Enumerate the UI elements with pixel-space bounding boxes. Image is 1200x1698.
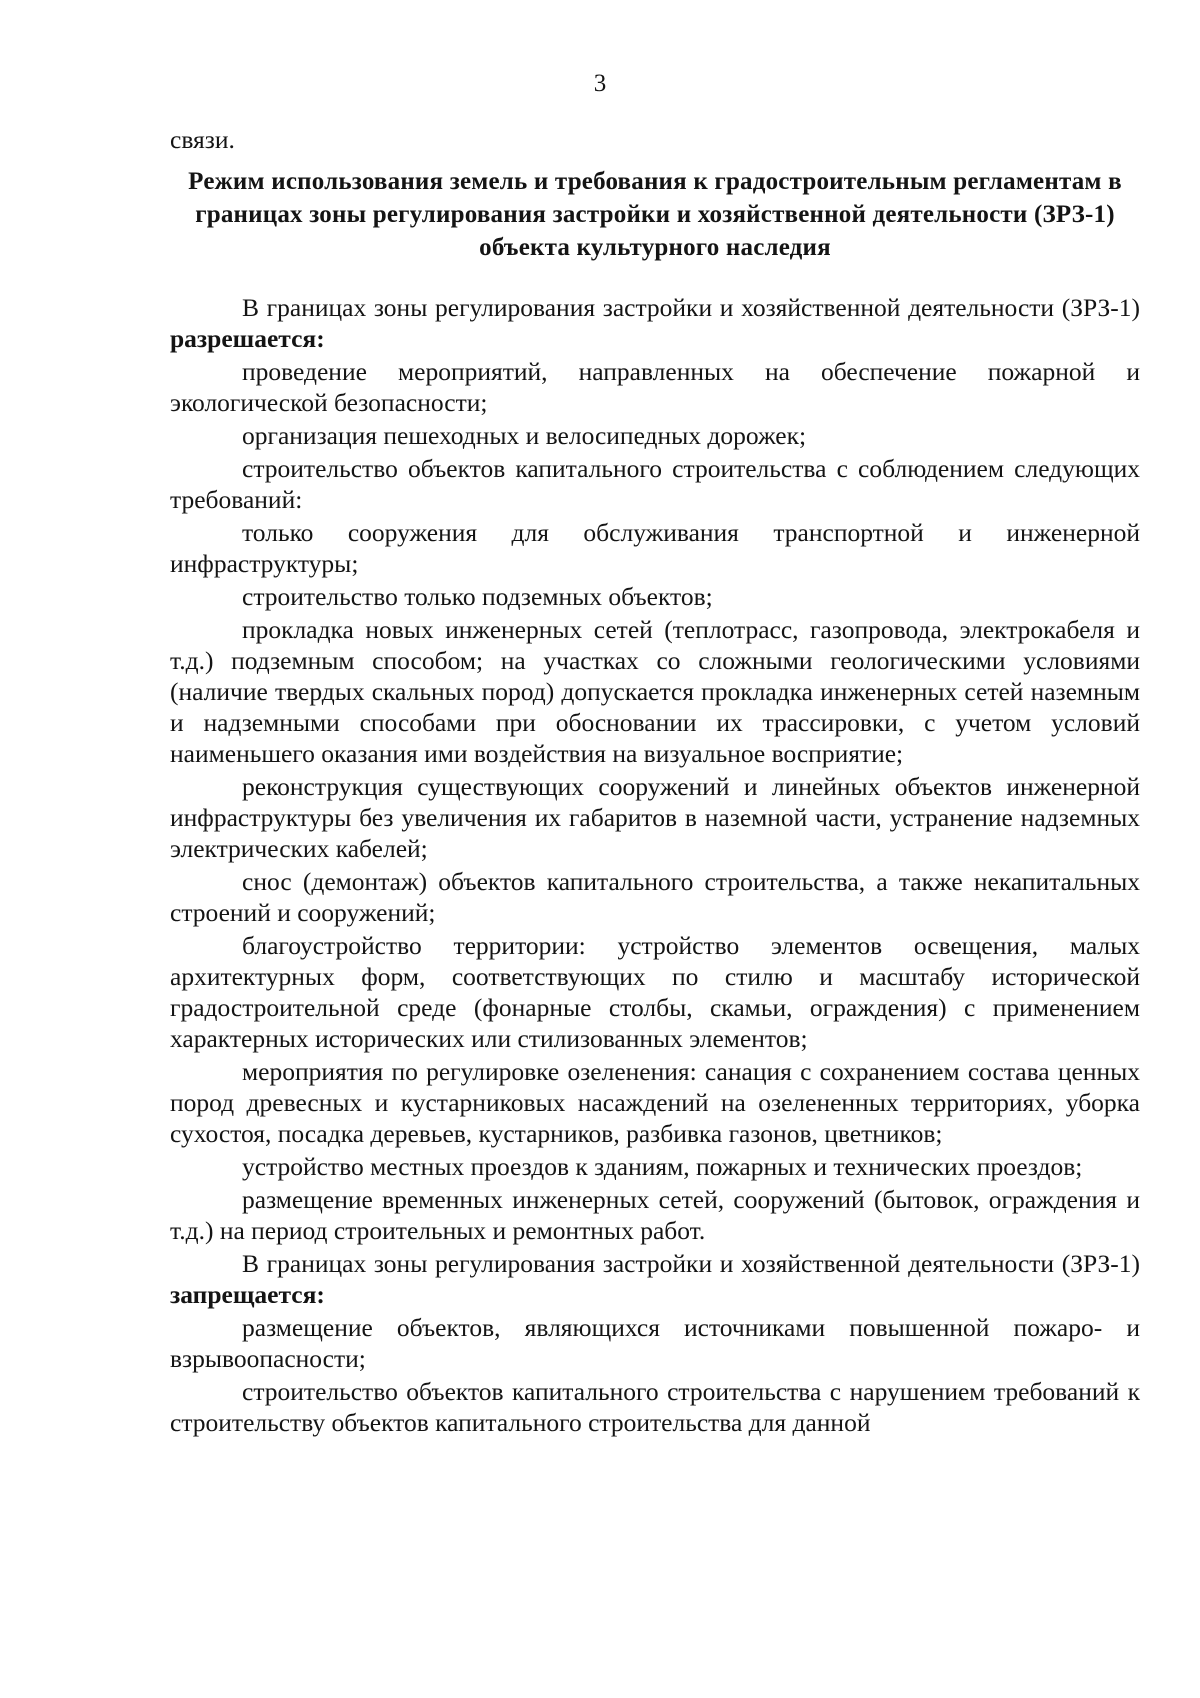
allowed-item: устройство местных проездов к зданиям, пожарных и технических проездов; [242, 1152, 1083, 1181]
prohibited-intro-paragraph [170, 1248, 1140, 1310]
allowed-item: благоустройство территории: устройство элементов освещения, малых архитектурных форм, соответствующих по стилю и масштабу исторической градостроительной среде (фонарные столбы, скамьи, ограждения) с применением характерных исторических или стилизованных элементов; [170, 931, 1140, 1053]
allowed-keyword: разрешается: [170, 324, 325, 353]
prohibited-item: размещение объектов, являющихся источниками повышенной пожаро- и взрывоопасности; [170, 1313, 1140, 1373]
allowed-item: прокладка новых инженерных сетей (теплотрасс, газопровода, электрокабеля и т.д.) подземным способом; на участках со сложными геологическими условиями (наличие твердых скальных пород) допускается прокладка инженерных сетей наземным и надземными способами при обосновании их трассировки, с учетом условий наименьшего оказания ими воздействия на визуальное восприятие; [170, 615, 1140, 768]
allowed-item: проведение мероприятий, направленных на обеспечение пожарной и экологической безопасности; [170, 357, 1140, 417]
allowed-item: мероприятия по регулировке озеленения: санация с сохранением состава ценных пород древесных и кустарниковых насаждений на озелененных территориях, уборка сухостоя, посадка деревьев, кустарников, разбивка газонов, цветников; [170, 1057, 1140, 1148]
continued-text: связи. [170, 125, 235, 154]
prohibited-intro-text: В границах зоны регулирования застройки и хозяйственной деятельности (ЗРЗ-1) [242, 1249, 1140, 1278]
section-heading: Режим использования земель и требования к градостроительным регламентам в границах зоны регулирования застройки и хозяйственной деятельности (ЗРЗ-1) объекта культурного наследия [188, 168, 1122, 261]
allowed-item: строительство только подземных объектов; [242, 582, 713, 611]
page-number: 3 [593, 70, 607, 97]
allowed-intro-paragraph [170, 292, 1140, 354]
allowed-item: размещение временных инженерных сетей, сооружений (бытовок, ограждения и т.д.) на период строительных и ремонтных работ. [170, 1185, 1140, 1245]
document-body [170, 124, 1140, 1440]
allowed-item: реконструкция существующих сооружений и линейных объектов инженерной инфраструктуры без увеличения их габаритов в наземной части, устранение надземных электрических кабелей; [170, 772, 1140, 863]
allowed-item: снос (демонтаж) объектов капитального строительства, а также некапитальных строений и сооружений; [170, 867, 1140, 927]
prohibited-item: строительство объектов капитального строительства с нарушением требований к строительству объектов капитального строительства для данной [170, 1377, 1140, 1437]
prohibited-keyword: запрещается: [170, 1280, 325, 1309]
allowed-item: организация пешеходных и велосипедных дорожек; [242, 421, 807, 450]
allowed-intro-text: В границах зоны регулирования застройки и хозяйственной деятельности (ЗРЗ-1) [242, 293, 1140, 322]
allowed-item: строительство объектов капитального строительства с соблюдением следующих требований: [170, 454, 1140, 514]
allowed-item: только сооружения для обслуживания транспортной и инженерной инфраструктуры; [170, 518, 1140, 578]
